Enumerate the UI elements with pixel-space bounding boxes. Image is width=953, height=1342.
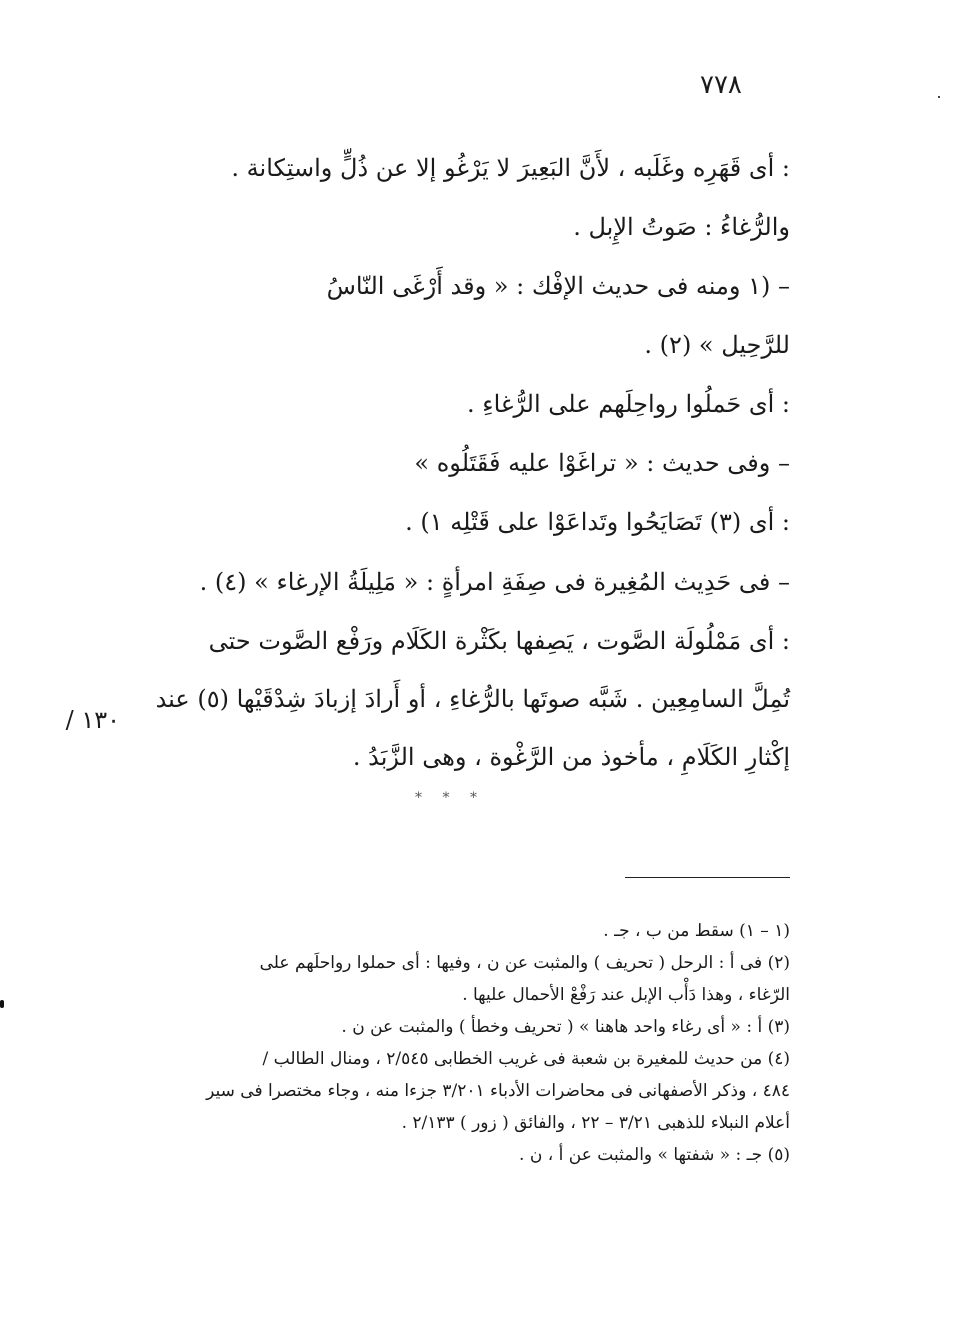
footnote-line: (٤) من حديث للمغيرة بن شعبة فى غريب الخطابى ٢/٥٤٥ ، ومنال الطالب / (262, 1049, 790, 1069)
text-line: : أى (٣) تَصَايَحُوا وتَداعَوْا على قَتْلِه ١) . (405, 508, 790, 536)
text-line: إكْثارِ الكَلَامِ ، مأخوذ من الرَّغْوة ، وهى الزَّبَدُ . (352, 743, 790, 771)
text-line: تُمِلَّ السامِعِين . شَبَّه صوتَها بالرُّغاءِ ، أو أَرادَ إزبادَ شِدْقَيْها (٥) عند (155, 685, 790, 713)
page-number: ٧٧٨ (700, 70, 742, 100)
footnote-line: (١ – ١) سقط من ب ، جـ . (603, 921, 790, 941)
corner-mark (938, 96, 940, 98)
text-line: : أى قَهَرِه وغَلَبه ، لأَنَّ البَعِيرَ لا يَرْغُو إلا عن ذُلٍّ واستِكانة . (231, 154, 790, 182)
footnote-line: (٣) أ : « أى رغاء واحد هاهنا » ( تحريف وخطأ ) والمثبت عن ن . (341, 1017, 790, 1037)
text-line: – وفى حديث : « تراغَوْا عليه فَقَتَلُوه » (414, 449, 790, 477)
footnote-line: الرّغاء ، وهذا دَأْب الإبل عند رَفْعْ الأحمال عليها . (462, 985, 790, 1005)
footnote-line: أعلام النبلاء للذهبى ٣/٢١ – ٢٢ ، والفائق ( زور ) ٢/١٣٣ . (401, 1113, 790, 1133)
text-line: والرُّغاءُ : صَوتُ الإِبل . (573, 213, 790, 241)
footnotes (120, 915, 790, 1171)
text-line: : أى حَملُوا رواحِلَهم على الرُّغاءِ . (467, 390, 790, 418)
main-text (110, 138, 790, 786)
section-separator: * * * (415, 790, 485, 806)
text-line: : أى مَمْلُولَة الصَّوت ، يَصِفها بكَثْرة الكَلَام ورَفْع الصَّوت حتى (208, 627, 790, 655)
footnote-line: (٢) فى أ : الرحل ( تحريف ) والمثبت عن ن ، وفيها : أى حملوا رواحلَهم على (259, 953, 790, 973)
text-line: للرَّحِيل » (٢) . (644, 331, 790, 359)
footnote-line: ٤٨٤ ، وذكر الأصفهانى فى محاضرات الأدباء ٣/٢٠١ جزءا منه ، وجاء مختصرا فى سير (206, 1081, 790, 1101)
footnote-line: (٥) جـ : « شفتها » والمثبت عن أ ، ن . (519, 1145, 790, 1165)
margin-reference: ١٣٠ / (65, 706, 120, 734)
edge-mark (0, 1000, 4, 1008)
text-line: – (١ ومنه فى حديث الإفْك : « وقد أَرْغَى النّاسُ (326, 272, 790, 300)
text-line: – فى حَدِيث المُغِيرة فى صِفَةِ امرأةٍ : « مَلِيلَةُ الإرغاء » (٤) . (199, 568, 790, 596)
footnote-divider (625, 877, 790, 878)
